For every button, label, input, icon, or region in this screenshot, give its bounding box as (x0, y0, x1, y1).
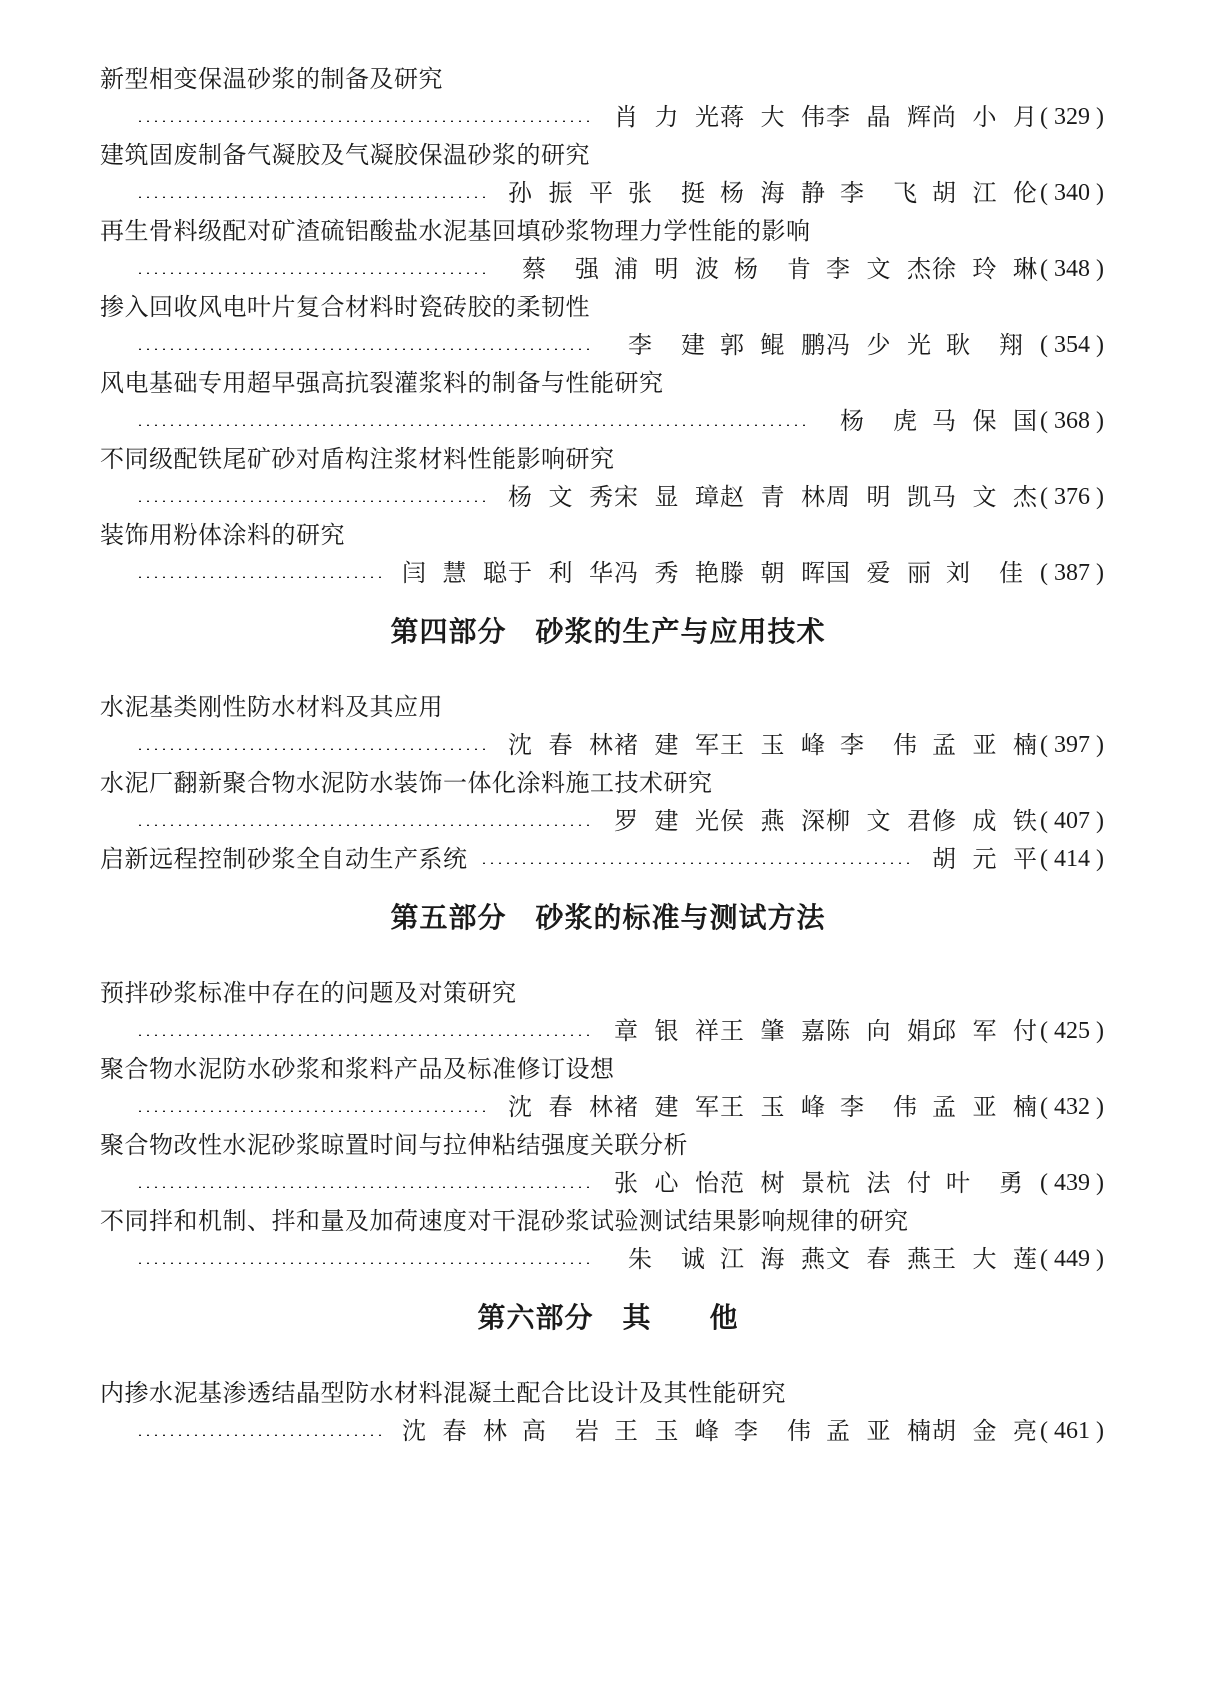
dot-leader (136, 1262, 594, 1264)
author-name: 蒋大伟 (720, 103, 827, 131)
author-name: 沈春林 (508, 1093, 615, 1121)
toc-entry-title-line (100, 1376, 1104, 1410)
dot-leader (136, 424, 806, 426)
toc-entry-title-line (100, 976, 1104, 1010)
toc-entry (100, 842, 1104, 876)
toc-entry-author-line (100, 556, 1104, 590)
page-number: ( 425 ) (1040, 1018, 1104, 1044)
author-name: 冯秀艳 (614, 559, 721, 587)
entry-title: 内掺水泥基渗透结晶型防水材料混凝土配合比设计及其性能研究 (100, 1379, 786, 1407)
author-list (614, 804, 1038, 838)
author-name: 李文杰 (826, 255, 933, 283)
page-number: ( 340 ) (1040, 180, 1104, 206)
author-name: 宋显璋 (614, 483, 721, 511)
author-name: 褚建军 (614, 731, 721, 759)
dot-leader (136, 500, 488, 502)
entry-title: 不同拌和机制、拌和量及加荷速度对干混砂浆试验测试结果影响规律的研究 (100, 1207, 909, 1235)
author-list (614, 100, 1038, 134)
author-name: 张挺 (628, 179, 707, 207)
dot-leader (136, 120, 594, 122)
entry-title: 水泥厂翻新聚合物水泥防水装饰一体化涂料施工技术研究 (100, 769, 713, 797)
toc-entry-title-line (100, 214, 1104, 248)
entry-title: 预拌砂浆标准中存在的问题及对策研究 (100, 979, 517, 1007)
dot-leader (136, 1110, 488, 1112)
page-number: ( 414 ) (1040, 846, 1104, 872)
toc-entry-title-line (100, 518, 1104, 552)
toc-entry-author-line (100, 1166, 1104, 1200)
author-name: 浦明波 (614, 255, 721, 283)
author-name: 王大莲 (932, 1245, 1039, 1273)
author-name: 王玉峰 (720, 1093, 827, 1121)
entry-title: 再生骨料级配对矿渣硫铝酸盐水泥基回填砂浆物理力学性能的影响 (100, 217, 811, 245)
toc-entry-title-line (100, 1204, 1104, 1238)
page-number: ( 449 ) (1040, 1246, 1104, 1272)
author-name: 尚小月 (932, 103, 1039, 131)
author-name: 范树景 (720, 1169, 827, 1197)
author-name: 王肇嘉 (720, 1017, 827, 1045)
page-number: ( 348 ) (1040, 256, 1104, 282)
page-number: ( 354 ) (1040, 332, 1104, 358)
entry-title: 风电基础专用超早强高抗裂灌浆料的制备与性能研究 (100, 369, 664, 397)
entry-title: 建筑固废制备气凝胶及气凝胶保温砂浆的研究 (100, 141, 590, 169)
dot-leader (136, 748, 488, 750)
toc-entry-title-line (100, 690, 1104, 724)
page-number: ( 329 ) (1040, 104, 1104, 130)
author-name: 郭鲲鹏 (720, 331, 827, 359)
author-list (614, 1014, 1038, 1048)
author-list (402, 556, 1038, 590)
author-name: 孟亚楠 (826, 1417, 933, 1445)
dot-leader (136, 1434, 382, 1436)
dot-leader (136, 1186, 594, 1188)
toc-entry-author-line (100, 252, 1104, 286)
toc-entry-author-line (100, 728, 1104, 762)
entry-title: 装饰用粉体涂料的研究 (100, 521, 345, 549)
author-name: 沈春林 (402, 1417, 509, 1445)
toc-entry-author-line (100, 1090, 1104, 1124)
author-list (614, 1166, 1038, 1200)
entry-title: 不同级配铁尾矿砂对盾构注浆材料性能影响研究 (100, 445, 615, 473)
toc-entry-author-line (100, 328, 1104, 362)
author-list (614, 328, 1038, 362)
page-number: ( 461 ) (1040, 1418, 1104, 1444)
page-number: ( 368 ) (1040, 408, 1104, 434)
author-list (932, 842, 1038, 876)
author-name: 杨海静 (720, 179, 827, 207)
author-name: 马保国 (932, 407, 1039, 435)
entry-title: 水泥基类刚性防水材料及其应用 (100, 693, 443, 721)
author-name: 李建 (628, 331, 707, 359)
author-name: 章银祥 (614, 1017, 721, 1045)
author-name: 孟亚楠 (932, 731, 1039, 759)
page-number: ( 387 ) (1040, 560, 1104, 586)
author-name: 沈春林 (508, 731, 615, 759)
page-number: ( 376 ) (1040, 484, 1104, 510)
author-name: 李晶辉 (826, 103, 933, 131)
author-name: 侯燕深 (720, 807, 827, 835)
page-number: ( 439 ) (1040, 1170, 1104, 1196)
dot-leader (136, 272, 488, 274)
author-name: 孟亚楠 (932, 1093, 1039, 1121)
author-name: 杨文秀 (508, 483, 615, 511)
author-list (508, 480, 1038, 514)
dot-leader (136, 348, 594, 350)
author-name: 陈向娟 (826, 1017, 933, 1045)
toc-entry-title-line (100, 766, 1104, 800)
author-name: 江海燕 (720, 1245, 827, 1273)
section-heading: 第四部分 砂浆的生产与应用技术 (390, 615, 826, 648)
author-name: 李伟 (840, 731, 919, 759)
author-name: 于利华 (508, 559, 615, 587)
entry-title: 聚合物改性水泥砂浆晾置时间与拉伸粘结强度关联分析 (100, 1131, 688, 1159)
toc-entry-author-line (100, 1242, 1104, 1276)
toc-entry-title-line (100, 366, 1104, 400)
page-number: ( 397 ) (1040, 732, 1104, 758)
author-name: 文春燕 (826, 1245, 933, 1273)
page-number: ( 407 ) (1040, 808, 1104, 834)
dot-leader (136, 824, 594, 826)
author-name: 蔡强 (522, 255, 601, 283)
author-name: 冯少光 (826, 331, 933, 359)
author-name: 马文杰 (932, 483, 1039, 511)
author-name: 高岩 (522, 1417, 601, 1445)
author-name: 李伟 (734, 1417, 813, 1445)
toc-entry-title-line (100, 290, 1104, 324)
author-name: 杨肯 (734, 255, 813, 283)
author-name: 杭法付 (826, 1169, 933, 1197)
page-number: ( 432 ) (1040, 1094, 1104, 1120)
toc-entry-author-line (100, 804, 1104, 838)
author-name: 褚建军 (614, 1093, 721, 1121)
toc-entry-author-line (100, 1014, 1104, 1048)
author-name: 周明凯 (826, 483, 933, 511)
section-heading: 第五部分 砂浆的标准与测试方法 (390, 901, 826, 934)
author-name: 王玉峰 (614, 1417, 721, 1445)
author-name: 柳文君 (826, 807, 933, 835)
toc-entry-author-line (100, 404, 1104, 438)
author-name: 刘佳 (946, 559, 1025, 587)
author-name: 邱军付 (932, 1017, 1039, 1045)
author-name: 胡金亮 (932, 1417, 1039, 1445)
toc-entry-author-line (100, 176, 1104, 210)
author-name: 叶勇 (946, 1169, 1025, 1197)
dot-leader (136, 196, 488, 198)
author-name: 闫慧聪 (402, 559, 509, 587)
author-name: 滕朝晖 (720, 559, 827, 587)
author-name: 徐玲琳 (932, 255, 1039, 283)
author-list (508, 252, 1038, 286)
entry-title: 聚合物水泥防水砂浆和浆料产品及标准修订设想 (100, 1055, 615, 1083)
toc-entry-author-line (100, 1414, 1104, 1448)
author-list (508, 1090, 1038, 1124)
author-name: 胡元平 (932, 845, 1039, 873)
author-name: 王玉峰 (720, 731, 827, 759)
entry-title: 启新远程控制砂浆全自动生产系统 (100, 845, 468, 873)
author-name: 孙振平 (508, 179, 615, 207)
author-name: 朱诚 (628, 1245, 707, 1273)
author-name: 赵青林 (720, 483, 827, 511)
toc-entry-title-line (100, 62, 1104, 96)
dot-leader (136, 1034, 594, 1036)
author-name: 胡江伦 (932, 179, 1039, 207)
author-name: 李飞 (840, 179, 919, 207)
author-name: 耿翔 (946, 331, 1025, 359)
entry-title: 新型相变保温砂浆的制备及研究 (100, 65, 443, 93)
dot-leader (136, 576, 382, 578)
author-name: 李伟 (840, 1093, 919, 1121)
toc-entry-title-line (100, 1128, 1104, 1162)
toc-entry-title-line (100, 1052, 1104, 1086)
toc-entry-title-line (100, 442, 1104, 476)
author-list (508, 728, 1038, 762)
author-list (508, 176, 1038, 210)
author-name: 杨虎 (840, 407, 919, 435)
section-heading: 第六部分 其 他 (477, 1301, 739, 1334)
author-name: 张心怡 (614, 1169, 721, 1197)
author-name: 修成铁 (932, 807, 1039, 835)
author-list (614, 1242, 1038, 1276)
dot-leader (480, 862, 913, 864)
author-list (826, 404, 1038, 438)
author-name: 肖力光 (614, 103, 721, 131)
author-name: 罗建光 (614, 807, 721, 835)
author-list (402, 1414, 1038, 1448)
author-name: 国爱丽 (826, 559, 933, 587)
toc-entry-author-line (100, 100, 1104, 134)
toc-entry-author-line (100, 480, 1104, 514)
toc-entry-title-line (100, 138, 1104, 172)
entry-title: 掺入回收风电叶片复合材料时瓷砖胶的柔韧性 (100, 293, 590, 321)
